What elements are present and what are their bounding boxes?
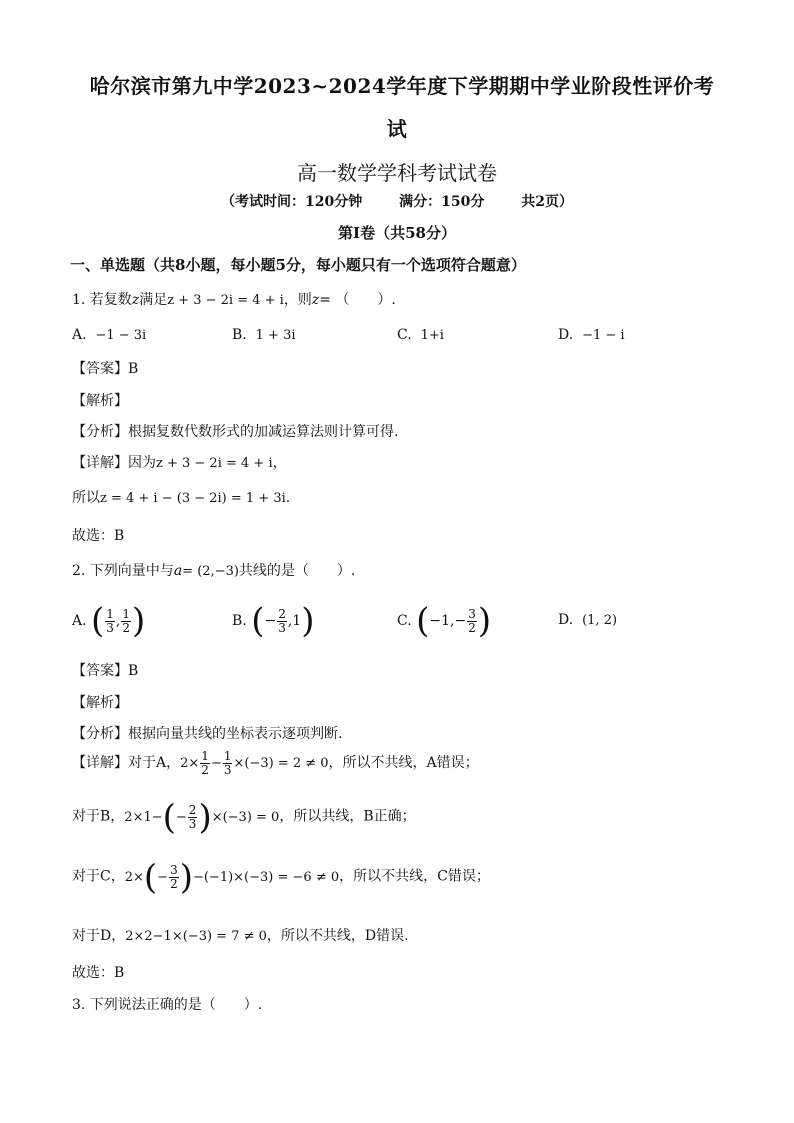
q3-stem: 3. 下列说法正确的是（ ）.	[72, 997, 263, 1013]
exam-score: 满分：150分	[399, 194, 485, 210]
q1-choose: 故选：B	[72, 528, 125, 544]
q1-stem: 1. 若复数z满足z + 3 − 2i = 4 + i，则z= （ ）.	[72, 292, 396, 308]
q2-option-c[interactable]: C. (−1,− $\frac{3}{2}$ )	[397, 601, 492, 641]
q1-option-d[interactable]: D. −1 − i	[558, 327, 625, 343]
q2-options	[72, 601, 752, 644]
q2-analysis-head: 【解析】	[72, 695, 128, 711]
part-heading: 第Ⅰ卷（共58分）	[338, 224, 456, 242]
q1-detail: 【详解】因为z + 3 − 2i = 4 + i，	[72, 455, 287, 471]
q2-choose: 故选：B	[72, 965, 125, 981]
q2-detail-c: 对于C，2×(− $\frac{3}{2}$ )−(−1)×(−3) = −6 ≠ 0，所以不共线，C错误；	[72, 857, 490, 897]
q1-option-b[interactable]: B. 1 + 3i	[232, 327, 296, 343]
q1-option-c[interactable]: C. 1+i	[397, 327, 444, 343]
vector-a: a	[173, 563, 183, 579]
q2-stem: 2. 下列向量中与a= (2,−3)共线的是（ ）.	[72, 563, 356, 579]
q1-option-a[interactable]: A. −1 − 3i	[72, 327, 147, 343]
q2-option-a[interactable]: A. ( $\frac{1}{3}$ , $\frac{1}{2}$ )	[72, 601, 146, 641]
q2-detail-d: 对于D，2×2−1×(−3) = 7 ≠ 0，所以不共线，D错误.	[72, 928, 409, 944]
q2-detail-b: 对于B，2×1−(− $\frac{2}{3}$ )×(−3) = 0，所以共线，B正确；	[72, 797, 416, 837]
q1-analysis: 【分析】根据复数代数形式的加减运算法则计算可得.	[72, 424, 399, 440]
exam-title-line2: 试	[386, 117, 408, 141]
q1-answer: 【答案】B	[72, 361, 139, 377]
q2-option-d[interactable]: D. (1, 2)	[558, 612, 618, 628]
q2-answer: 【答案】B	[72, 663, 139, 679]
q2-detail-a: 【详解】对于A，2× $\frac{1}{2}$ − $\frac{1}{3}$ ×(−3) = 2 ≠ 0，所以不共线，A错误；	[72, 749, 479, 777]
section-heading: 一、单选题（共8小题，每小题5分，每小题只有一个选项符合题意）	[70, 256, 526, 274]
exam-meta	[0, 191, 794, 211]
q1-so: 所以z = 4 + i − (3 − 2i) = 1 + 3i.	[72, 490, 291, 506]
q2-analysis: 【分析】根据向量共线的坐标表示逐项判断.	[72, 726, 343, 742]
exam-subtitle: 高一数学学科考试试卷	[297, 161, 497, 185]
exam-pages: 共2页）	[521, 194, 573, 210]
q2-option-b[interactable]: B. (− $\frac{2}{3}$ ,1)	[232, 601, 315, 641]
exam-time: （考试时间：120分钟	[221, 194, 363, 210]
exam-title-line1: 哈尔滨市第九中学2023~2024学年度下学期期中学业阶段性评价考	[89, 74, 715, 98]
q1-analysis-head: 【解析】	[72, 393, 128, 409]
